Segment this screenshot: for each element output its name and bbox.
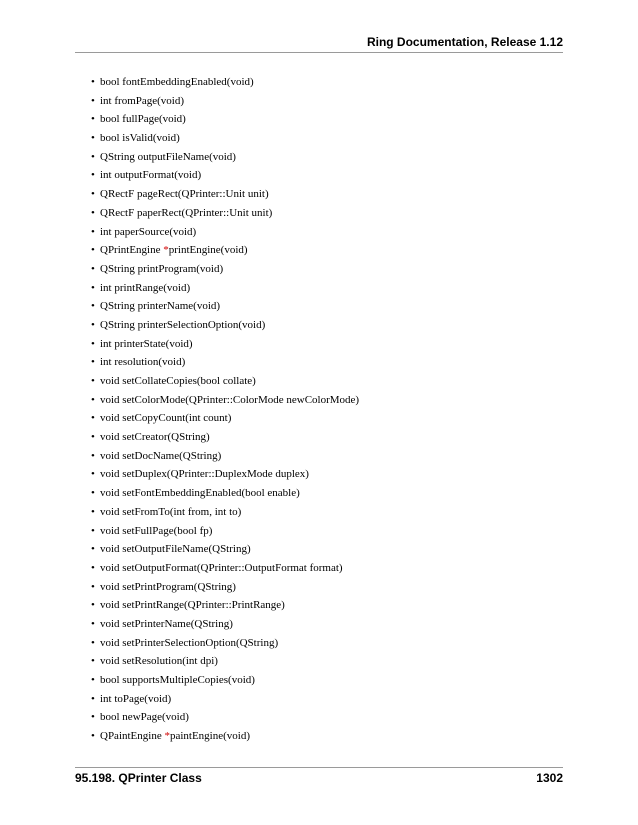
bullet-icon: • [91, 505, 95, 518]
bullet-icon: • [91, 393, 95, 406]
method-signature: bool isValid(void) [100, 132, 180, 145]
method-name: paintEngine(void) [169, 730, 251, 743]
list-item [75, 110, 563, 129]
page-header [75, 34, 563, 50]
method-signature: void setOutputFileName(QString) [100, 543, 251, 556]
list-item [75, 73, 563, 92]
bullet-icon: • [91, 468, 95, 481]
method-signature: int paperSource(void) [100, 225, 197, 238]
method-signature: void setDuplex(QPrinter::DuplexMode duplex) [100, 468, 309, 481]
list-item [75, 708, 563, 727]
method-signature: void setPrinterName(QString) [100, 617, 233, 630]
list-item [75, 185, 563, 204]
method-signature: bool fullPage(void) [100, 113, 186, 126]
method-signature: int printRange(void) [100, 281, 191, 294]
method-signature: int printerState(void) [100, 337, 193, 350]
list-item [75, 522, 563, 541]
method-signature: int fromPage(void) [100, 94, 185, 107]
bullet-icon: • [91, 150, 95, 163]
pointer-star: * [164, 730, 170, 743]
list-item [75, 391, 563, 410]
bullet-icon: • [91, 262, 95, 275]
method-signature: bool fontEmbeddingEnabled(void) [100, 76, 254, 88]
method-signature: void setDocName(QString) [100, 449, 222, 462]
list-item [75, 316, 563, 335]
page-footer [75, 770, 563, 786]
list-item [75, 596, 563, 615]
method-signature: int toPage(void) [100, 692, 172, 705]
list-item [75, 241, 563, 260]
bullet-icon: • [91, 356, 95, 369]
method-signature: QRectF pageRect(QPrinter::Unit unit) [100, 188, 269, 201]
list-item [75, 615, 563, 634]
bullet-icon: • [91, 188, 95, 201]
bullet-icon: • [91, 375, 95, 387]
list-item [75, 204, 563, 223]
method-signature: void setColorMode(QPrinter::ColorMode newColorMode) [100, 393, 360, 406]
method-signature: void setOutputFormat(QPrinter::OutputFormat format) [100, 561, 343, 574]
list-item [75, 634, 563, 653]
bullet-icon: • [91, 281, 95, 294]
list-item [75, 166, 563, 185]
list-item [75, 484, 563, 503]
bullet-icon: • [91, 225, 95, 238]
bullet-icon: • [91, 561, 95, 574]
bullet-icon: • [91, 543, 95, 556]
footer-section-title: 95.198. QPrinter Class [75, 771, 202, 785]
list-item [75, 671, 563, 690]
list-item [75, 129, 563, 148]
bullet-icon: • [91, 113, 95, 126]
bullet-icon: • [91, 636, 95, 649]
list-item [75, 353, 563, 372]
list-item [75, 559, 563, 578]
method-signature: bool newPage(void) [100, 711, 189, 724]
list-item [75, 447, 563, 466]
method-signature: QRectF paperRect(QPrinter::Unit unit) [100, 206, 273, 219]
method-signature: void setCollateCopies(bool collate) [100, 375, 256, 387]
list-item [75, 92, 563, 111]
method-return-type: QPrintEngine [100, 244, 164, 257]
bullet-icon: • [91, 169, 95, 182]
list-item [75, 503, 563, 522]
list-item [75, 465, 563, 484]
method-signature: void setPrinterSelectionOption(QString) [100, 636, 279, 649]
method-signature: bool supportsMultipleCopies(void) [100, 674, 255, 686]
bullet-icon: • [91, 337, 95, 350]
bullet-icon: • [91, 692, 95, 705]
bullet-icon: • [91, 76, 95, 88]
list-item [75, 409, 563, 428]
bullet-icon: • [91, 300, 95, 313]
list-item [75, 372, 563, 391]
bullet-icon: • [91, 730, 95, 743]
bullet-icon: • [91, 449, 95, 462]
bullet-icon: • [91, 524, 95, 537]
method-signature: void setFullPage(bool fp) [100, 524, 213, 537]
bullet-icon: • [91, 431, 95, 444]
document-title: Ring Documentation, Release 1.12 [366, 35, 563, 49]
list-item [75, 540, 563, 559]
bullet-icon: • [91, 711, 95, 724]
method-signature: void setFromTo(int from, int to) [100, 505, 242, 518]
method-signature: void setResolution(int dpi) [100, 655, 218, 668]
method-list [75, 73, 563, 746]
bullet-icon: • [91, 674, 95, 686]
bullet-icon: • [91, 487, 95, 500]
list-item [75, 297, 563, 316]
method-signature: QString printProgram(void) [100, 262, 224, 275]
method-signature: void setPrintRange(QPrinter::PrintRange) [100, 599, 285, 612]
list-item [75, 652, 563, 671]
list-item [75, 148, 563, 167]
bullet-icon: • [91, 132, 95, 145]
bullet-icon: • [91, 94, 95, 107]
bullet-icon: • [91, 206, 95, 219]
list-item [75, 335, 563, 354]
bullet-icon: • [91, 655, 95, 668]
list-item [75, 279, 563, 298]
pointer-star: * [163, 244, 169, 257]
method-name: printEngine(void) [168, 244, 248, 257]
bullet-icon: • [91, 617, 95, 630]
bullet-icon: • [91, 318, 95, 331]
list-item [75, 578, 563, 597]
header-divider [75, 52, 563, 53]
method-signature: void setPrintProgram(QString) [100, 580, 236, 593]
bullet-icon: • [91, 412, 95, 425]
method-signature: QString printerName(void) [100, 300, 221, 313]
method-signature: int resolution(void) [100, 356, 186, 369]
list-item [75, 260, 563, 279]
list-item [75, 223, 563, 242]
footer-divider [75, 767, 563, 768]
method-return-type: QPaintEngine [100, 730, 165, 743]
method-signature: void setFontEmbeddingEnabled(bool enable) [100, 487, 300, 500]
list-item [75, 428, 563, 447]
method-signature: void setCopyCount(int count) [100, 412, 232, 425]
method-signature: QString outputFileName(void) [100, 150, 236, 163]
bullet-icon: • [91, 244, 95, 257]
bullet-icon: • [91, 599, 95, 612]
list-item [75, 690, 563, 709]
bullet-icon: • [91, 580, 95, 593]
method-signature: void setCreator(QString) [100, 431, 210, 444]
method-signature: QString printerSelectionOption(void) [100, 318, 266, 331]
list-item [75, 727, 563, 746]
footer-page-number: 1302 [536, 771, 563, 785]
method-signature: int outputFormat(void) [100, 169, 202, 182]
